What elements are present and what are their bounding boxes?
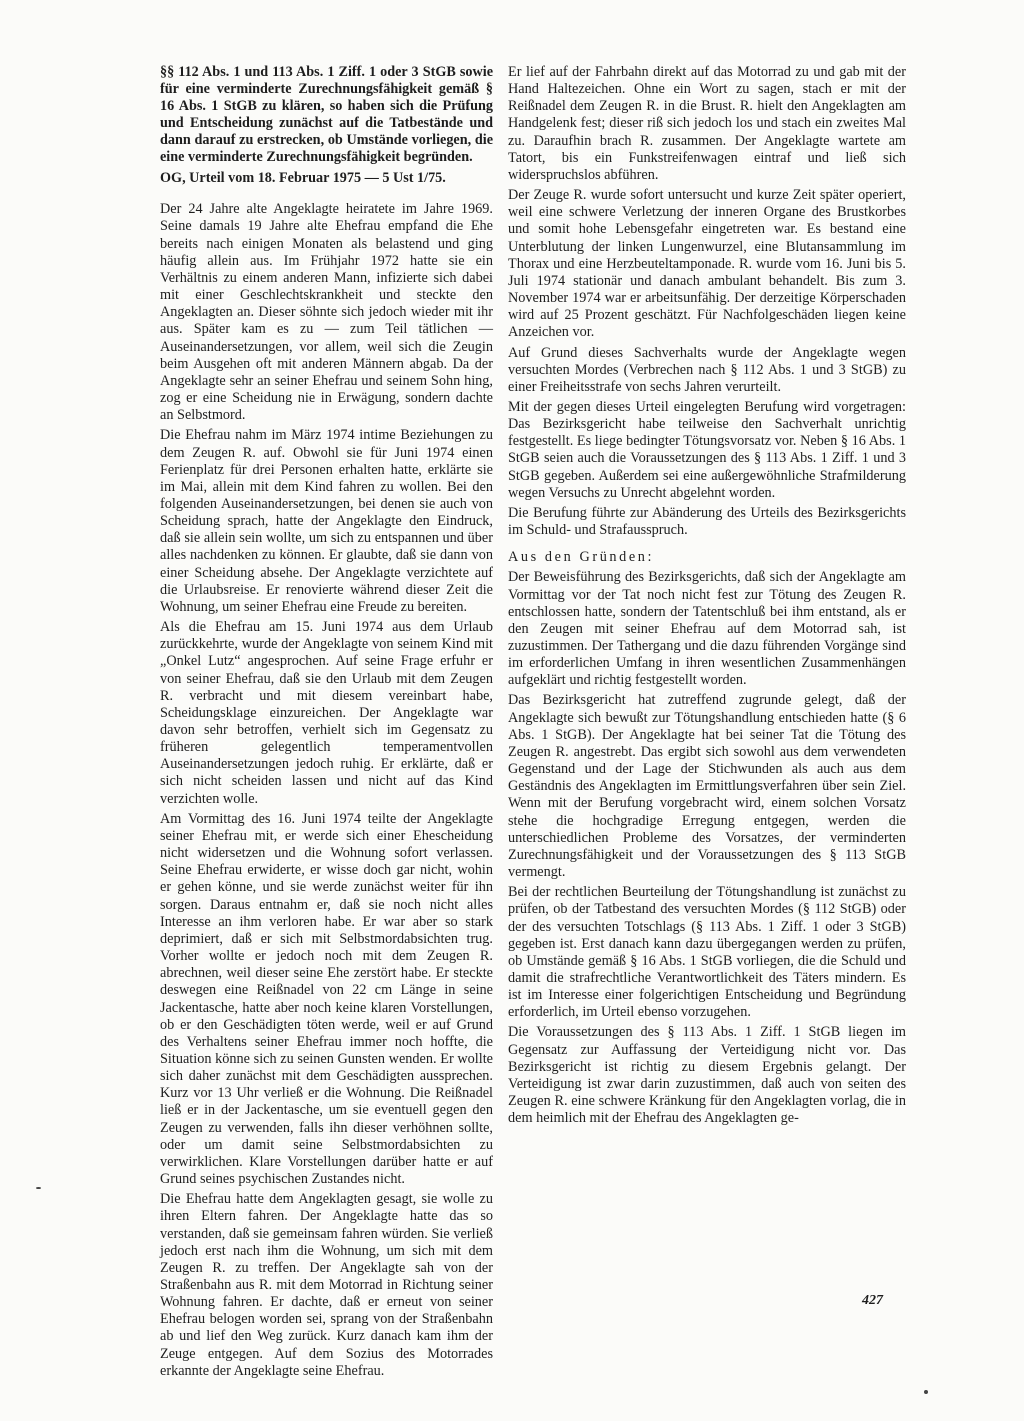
paragraph: Die Voraussetzungen des § 113 Abs. 1 Ziff. 1 StGB liegen im Gegensatz zur Auffassung der Verteidigung nicht vor. Das Bezirksgericht ist richtig zu diesem Ergebnis gelangt. Der Verteidigung ist zwar darin zuzustimmen, daß auch von seiten des Zeugen R. eine schwere Kränkung für den Angeklagten vorlag, die in dem heimlich mit der Ehefrau des Angeklagten ge- [508, 1024, 906, 1127]
right-column [508, 64, 906, 1130]
paragraph: Die Ehefrau hatte dem Angeklagten gesagt, sie wolle zu ihren Eltern fahren. Der Angeklagte hatte das so verstanden, daß sie gemeinsam fahren würden. Sie verließ jedoch erst nach ihm die Wohnung, um sich mit dem Zeugen R. zu treffen. Der Angeklagte sah von der Straßenbahn aus R. mit dem Motorrad in Richtung seiner Wohnung fahren. Er dachte, daß er erneut von seiner Ehefrau belogen worden sei, sprang von der Straßenbahn ab und lief den Weg zurück. Kurz danach kam ihm der Zeuge entgegen. Auf dem Sozius des Motorrades erkannte der Angeklagte seine Ehefrau. [160, 1191, 493, 1379]
paragraph: Der 24 Jahre alte Angeklagte heiratete im Jahre 1969. Seine damals 19 Jahre alte Ehefrau empfand die Ehe bereits nach einigen Monaten als belastend und ging häufig allein aus. Im Frühjahr 1972 hatte sie ein Verhältnis zu einem anderen Mann, infizierte sich dabei mit einer Geschlechtskrankheit und steckte den Angeklagten an. Dieser söhnte sich jedoch wieder mit ihr aus. Später kam es zu — zum Teil tätlichen — Auseinandersetzungen, vor allem, weil sich die Zeugin beim Ausgehen oft mit anderen Männern abgab. Da der Angeklagte sehr an seiner Ehefrau und seinem Sohn hing, zog er eine Scheidung nie in Erwägung, sondern dachte an Selbstmord. [160, 201, 493, 424]
scan-speck [36, 1187, 41, 1189]
section-heading: Aus den Gründen: [508, 549, 655, 566]
paragraph: Er lief auf der Fahrbahn direkt auf das Motorrad zu und gab mit der Hand Haltezeichen. Ohne ein Wort zu sagen, stach er mit der Reißnadel dem Zeugen R. in die Brust. R. hielt den Angeklagten am Handgelenk fest; dieser riß sich jedoch los und stach ein zweites Mal zu. Daraufhin brach R. zusammen. Der Angeklagte wartete am Tatort, bis ein Funkstreifenwagen eintraf und ließ sich widerspruchslos abführen. [508, 64, 906, 183]
paragraph: Bei der rechtlichen Beurteilung der Tötungshandlung ist zunächst zu prüfen, ob der Tatbestand des versuchten Mordes (§ 112 StGB) oder der des versuchten Totschlags (§ 113 Abs. 1 Ziff. 1 oder 3 StGB) gegeben ist. Erst danach kann dazu übergegangen werden zu prüfen, ob Umstände gemäß § 16 Abs. 1 StGB vorliegen, die die Schuld und damit die strafrechtliche Verantwortlichkeit des Täters mindern. Es ist im Interesse einer folgerichtigen Entscheidung und Begründung erforderlich, im Urteil ebenso vorzugehen. [508, 884, 906, 1021]
paragraph: Auf Grund dieses Sachverhalts wurde der Angeklagte wegen versuchten Mordes (Verbrechen nach § 112 Abs. 1 und 3 StGB) zu einer Freiheitsstrafe von sechs Jahren verurteilt. [508, 344, 906, 395]
paragraph: Der Beweisführung des Bezirksgerichts, daß sich der Angeklagte am Vormittag vor der Tat noch nicht fest zur Tötung des Zeugen R. entschlossen hatte, sondern der Tatentschluß bei ihm entstand, als er den Zeugen mit seiner Ehefrau auf dem Motorrad sah, ist zuzustimmen. Der Tathergang und die dazu führenden Vorgänge sind im erforderlichen Umfang in ihren wesentlichen Zusammenhängen aufgeklärt und richtig festgestellt worden. [508, 569, 906, 689]
headnote: §§ 112 Abs. 1 und 113 Abs. 1 Ziff. 1 oder 3 StGB sowie für eine verminderte Zurechnungsfähigkeit gemäß § 16 Abs. 1 StGB zu klären, so haben sich die Prüfung und Entscheidung zunächst auf die Tatbestände und dann darauf zu erstrecken, ob Umstände vorliegen, die eine verminderte Zurechnungsfähigkeit begründen. [160, 64, 493, 166]
paragraph: Als die Ehefrau am 15. Juni 1974 aus dem Urlaub zurückkehrte, wurde der Angeklagte von seinem Kind mit „Onkel Lutz“ angesprochen. Auf seine Frage erfuhr er von seiner Ehefrau, daß sie den Urlaub mit dem Zeugen R. verbracht und mit diesem vereinbart habe, Scheidungsklage einzureichen. Der Angeklagte war davon sehr betroffen, verhielt sich im Gegensatz zu früheren gelegentlich temperamentvollen Auseinandersetzungen jedoch ruhig. Er erklärte, daß er sich nicht scheiden lassen und nicht auf das Kind verzichten wolle. [160, 619, 493, 807]
left-column [160, 64, 493, 1383]
decision-citation: OG, Urteil vom 18. Februar 1975 — 5 Ust 1/75. [160, 170, 446, 187]
paragraph: Die Berufung führte zur Abänderung des Urteils des Bezirksgerichts im Schuld- und Strafausspruch. [508, 504, 906, 539]
paragraph: Das Bezirksgericht hat zutreffend zugrunde gelegt, daß der Angeklagte sich bewußt zur Tötungshandlung entschieden hatte (§ 6 Abs. 1 StGB). Der Angeklagte hat bei seiner Tat die Tötung des Zeugen R. angestrebt. Das ergibt sich sowohl aus dem verwendeten Gegenstand und der Lage der Stichwunden als auch aus dem Geständnis des Angeklagten im Ermittlungsverfahren über sein Ziel. Wenn mit der Berufung vorgebracht wird, einem solchen Vorsatz stehe die hochgradige Erregung entgegen, werden die unterschiedlichen Probleme des Vorsatzes, der verminderten Zurechnungsfähigkeit und der Voraussetzungen des § 113 StGB vermengt. [508, 692, 906, 881]
paragraph: Am Vormittag des 16. Juni 1974 teilte der Angeklagte seiner Ehefrau mit, er werde sich einer Ehescheidung nicht widersetzen und die Wohnung sofort verlassen. Seine Ehefrau erwiderte, er wisse doch gar nicht, wohin er gehen könne, und sie werde zunächst weiter für ihn sorgen. Daraus entnahm er, daß sie noch nicht alles Interesse an ihm verloren habe. Er war aber so stark deprimiert, daß er sich mit Selbstmordabsichten trug. Vorher wollte er jedoch noch mit dem Zeugen R. abrechnen, weil dieser seine Ehe zerstört habe. Er steckte deswegen eine Reißnadel von 22 cm Länge in seine Jackentasche, hatte aber noch keine klaren Vorstellungen, ob er den Geschädigten töten werde, weil er auf Grund des Verhaltens seiner Ehefrau immer noch hoffte, die Situation könne sich zu seinen Gunsten wenden. Er wollte sich daher zunächst mit dem Geschädigten aussprechen. Kurz vor 13 Uhr verließ er die Wohnung. Die Reißnadel ließ er in der Jackentasche, um sie eventuell gegen den Zeugen zu verwenden, falls ihn dieser verhöhnen sollte, oder um damit seine Selbstmordabsichten zu verwirklichen. Klare Vorstellungen darüber hatte er auf Grund seines psychischen Zustandes nicht. [160, 810, 493, 1188]
paragraph: Die Ehefrau nahm im März 1974 intime Beziehungen zu dem Zeugen R. auf. Obwohl sie für Juni 1974 einen Ferienplatz für drei Personen erhalten hatte, erklärte sie im Mai, allein mit dem Kind fahren zu wollen. Bei den folgenden Auseinandersetzungen, bei denen sie auch von Scheidung sprach, hatte der Angeklagte den Eindruck, daß sie allein sein wollte, um sich zu entspannen und über alles nachdenken zu können. Er glaubte, daß sie dann von einer Scheidung absehe. Der Angeklagte verzichtete auf die Urlaubsreise. Er renovierte während dieser Zeit die Wohnung, um seiner Ehefrau eine Freude zu bereiten. [160, 427, 493, 615]
scan-speck [924, 1390, 928, 1394]
paragraph: Der Zeuge R. wurde sofort untersucht und kurze Zeit später operiert, weil eine schwere Verletzung der inneren Organe des Brustkorbes und somit hohe Lebensgefahr eingetreten war. Es bestand eine Unterblutung der linken Lungenwurzel, eine Blutansammlung im Thorax und eine Herzbeuteltamponade. R. wurde vom 16. Juni bis 5. Juli 1974 stationär und danach ambulant behandelt. Bis zum 3. November 1974 war er arbeitsunfähig. Der derzeitige Körperschaden wird auf 25 Prozent geschätzt. Für Nachfolgeschäden liegen keine Anzeichen vor. [508, 187, 906, 341]
page-number: 427 [862, 1293, 883, 1308]
paragraph: Mit der gegen dieses Urteil eingelegten Berufung wird vorgetragen: Das Bezirksgericht habe teilweise den Sachverhalt unrichtig festgestellt. Es liege bedingter Tötungsvorsatz vor. Neben § 16 Abs. 1 StGB seien auch die Voraussetzungen des § 113 Abs. 1 Ziff. 1 und 3 StGB gegeben. Außerdem sei eine außergewöhnliche Strafmilderung wegen Versuchs zu Unrecht abgelehnt worden. [508, 398, 906, 501]
